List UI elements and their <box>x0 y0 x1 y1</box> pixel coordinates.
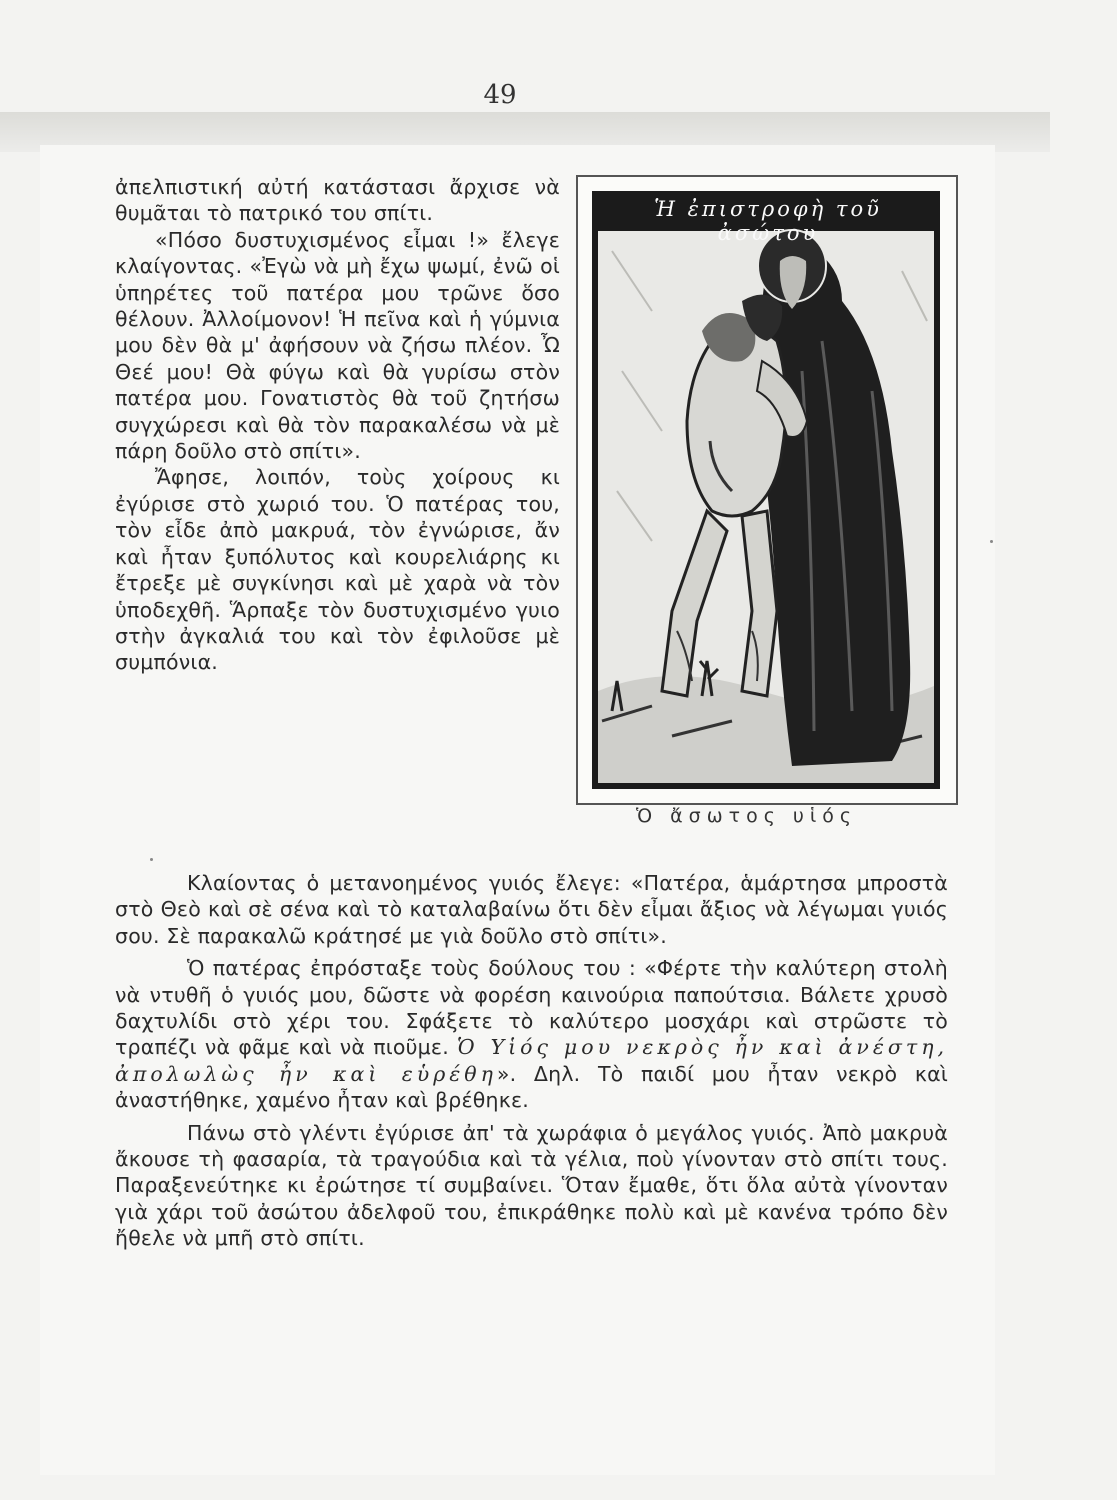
paragraph: Ἄφησε, λοιπόν, τοὺς χοίρους κι ἐγύρισε στὸ χωριό του. Ὁ πατέρας του, τὸν εἶδε ἀπὸ μακρυά, τὸν ἐγνώρισε, ἄν καὶ ἦταν ξυπόλυτος καὶ κουρελιάρης κι ἔτρεξε μὲ συγκίνησι καὶ μὲ χαρὰ νὰ τὸν ὑποδεχθῆ. Ἅρπαξε τὸν δυστυχισμένο γυιο στὴν ἀγκαλιά του καὶ τὸν ἐφιλοῦσε μὲ συμπόνια. <box>115 465 560 675</box>
page-number: 49 <box>483 80 517 110</box>
paragraph <box>115 955 948 1113</box>
paragraph-text: ». Δηλ. Τὸ παιδί μου ἦταν νεκρὸ καὶ ἀναστήθηκε, χαμένο ἦταν καὶ βρέθηκε. <box>115 1061 948 1113</box>
figure-frame <box>576 175 958 805</box>
main-text <box>115 870 948 1252</box>
left-column-text <box>115 174 560 676</box>
woodcut-illustration <box>592 191 940 789</box>
paragraph: ἀπελπιστική αὐτή κατάστασι ἄρχισε νὰ θυμᾶται τὸ πατρικό του σπίτι. <box>115 175 560 226</box>
woodcut-drawing <box>592 191 940 789</box>
figure-caption: Ὁ ἄσωτος υἱός <box>636 805 858 827</box>
paragraph: Κλαίοντας ὁ μετανοημένος γυιός ἔλεγε: «Πατέρα, ἁμάρτησα μπροστὰ στὸ Θεὸ καὶ σὲ σένα καὶ τὸ καταλαβαίνω ὅτι δὲν εἶμαι ἄξιος νὰ λέγωμαι γυιός σου. Σὲ παρακαλῶ κράτησέ με γιὰ δοῦλο στὸ σπίτι». <box>115 871 948 948</box>
quote-text: Ὁ Υἱός μου νεκρὸς ἦν καὶ ἀνέστη, ἀπολωλὼς ἦν καὶ εὑρέθη <box>115 1035 948 1086</box>
paragraph: «Πόσο δυστυχισμένος εἶμαι !» ἔλεγε κλαίγοντας. «Ἐγὼ νὰ μὴ ἔχω ψωμί, ἐνῶ οἱ ὑπηρέτες τοῦ πατέρα μου τρῶνε ὅσο θέλουν. Ἀλλοίμονον! Ἡ πεῖνα καὶ ἡ γύμνια μου δὲν θὰ μ' ἀφήσουν νὰ ζήσω πλέον. Ὦ Θεέ μου! Θὰ φύγω καὶ θὰ γυρίσω στὸν πατέρα μου. Γονατιστὸς θὰ τοῦ ζητήσω συγχώρεσι καὶ θὰ τὸν παρακαλέσω νὰ μὲ πάρη δοῦλο στὸ σπίτι». <box>115 227 560 464</box>
figure-title: Ἡ ἐπιστροφὴ τοῦ ἀσώτου <box>654 197 882 245</box>
scan-speck <box>990 540 993 543</box>
paragraph-text: Ὁ πατέρας ἐπρόσταξε τοὺς δούλους του : «Φέρτε τὴν καλύτερη στολὴ νὰ ντυθῆ ὁ γυιός μου, δῶστε νὰ φορέση καινούρια παπούτσια. Βάλετε χρυσὸ δαχτυλίδι στὸ χέρι του. Σφάξετε τὸ καλύτερο μοσχάρι καὶ στρῶστε τὸ τραπέζι νὰ φᾶμε καὶ νὰ πιοῦμε. <box>115 956 948 1060</box>
woodcut-figure <box>576 175 966 827</box>
paragraph: Πάνω στὸ γλέντι ἐγύρισε ἀπ' τὰ χωράφια ὁ μεγάλος γυιός. Ἀπὸ μακρυὰ ἄκουσε τὴ φασαρία, τὰ τραγούδια καὶ τὰ γέλια, ποὺ γίνονταν στὸ σπίτι τους. Παραξενεύτηκε κι ἐρώτησε τί συμβαίνει. Ὅταν ἔμαθε, ὅτι ὅλα αὐτὰ γίνονταν γιὰ χάρι τοῦ ἀσώτου ἀδελφοῦ του, ἐπικράθηκε πολὺ καὶ μὲ κανένα τρόπο δὲν ἤθελε νὰ μπῆ στὸ σπίτι. <box>115 1120 948 1251</box>
scan-speck <box>150 858 153 861</box>
